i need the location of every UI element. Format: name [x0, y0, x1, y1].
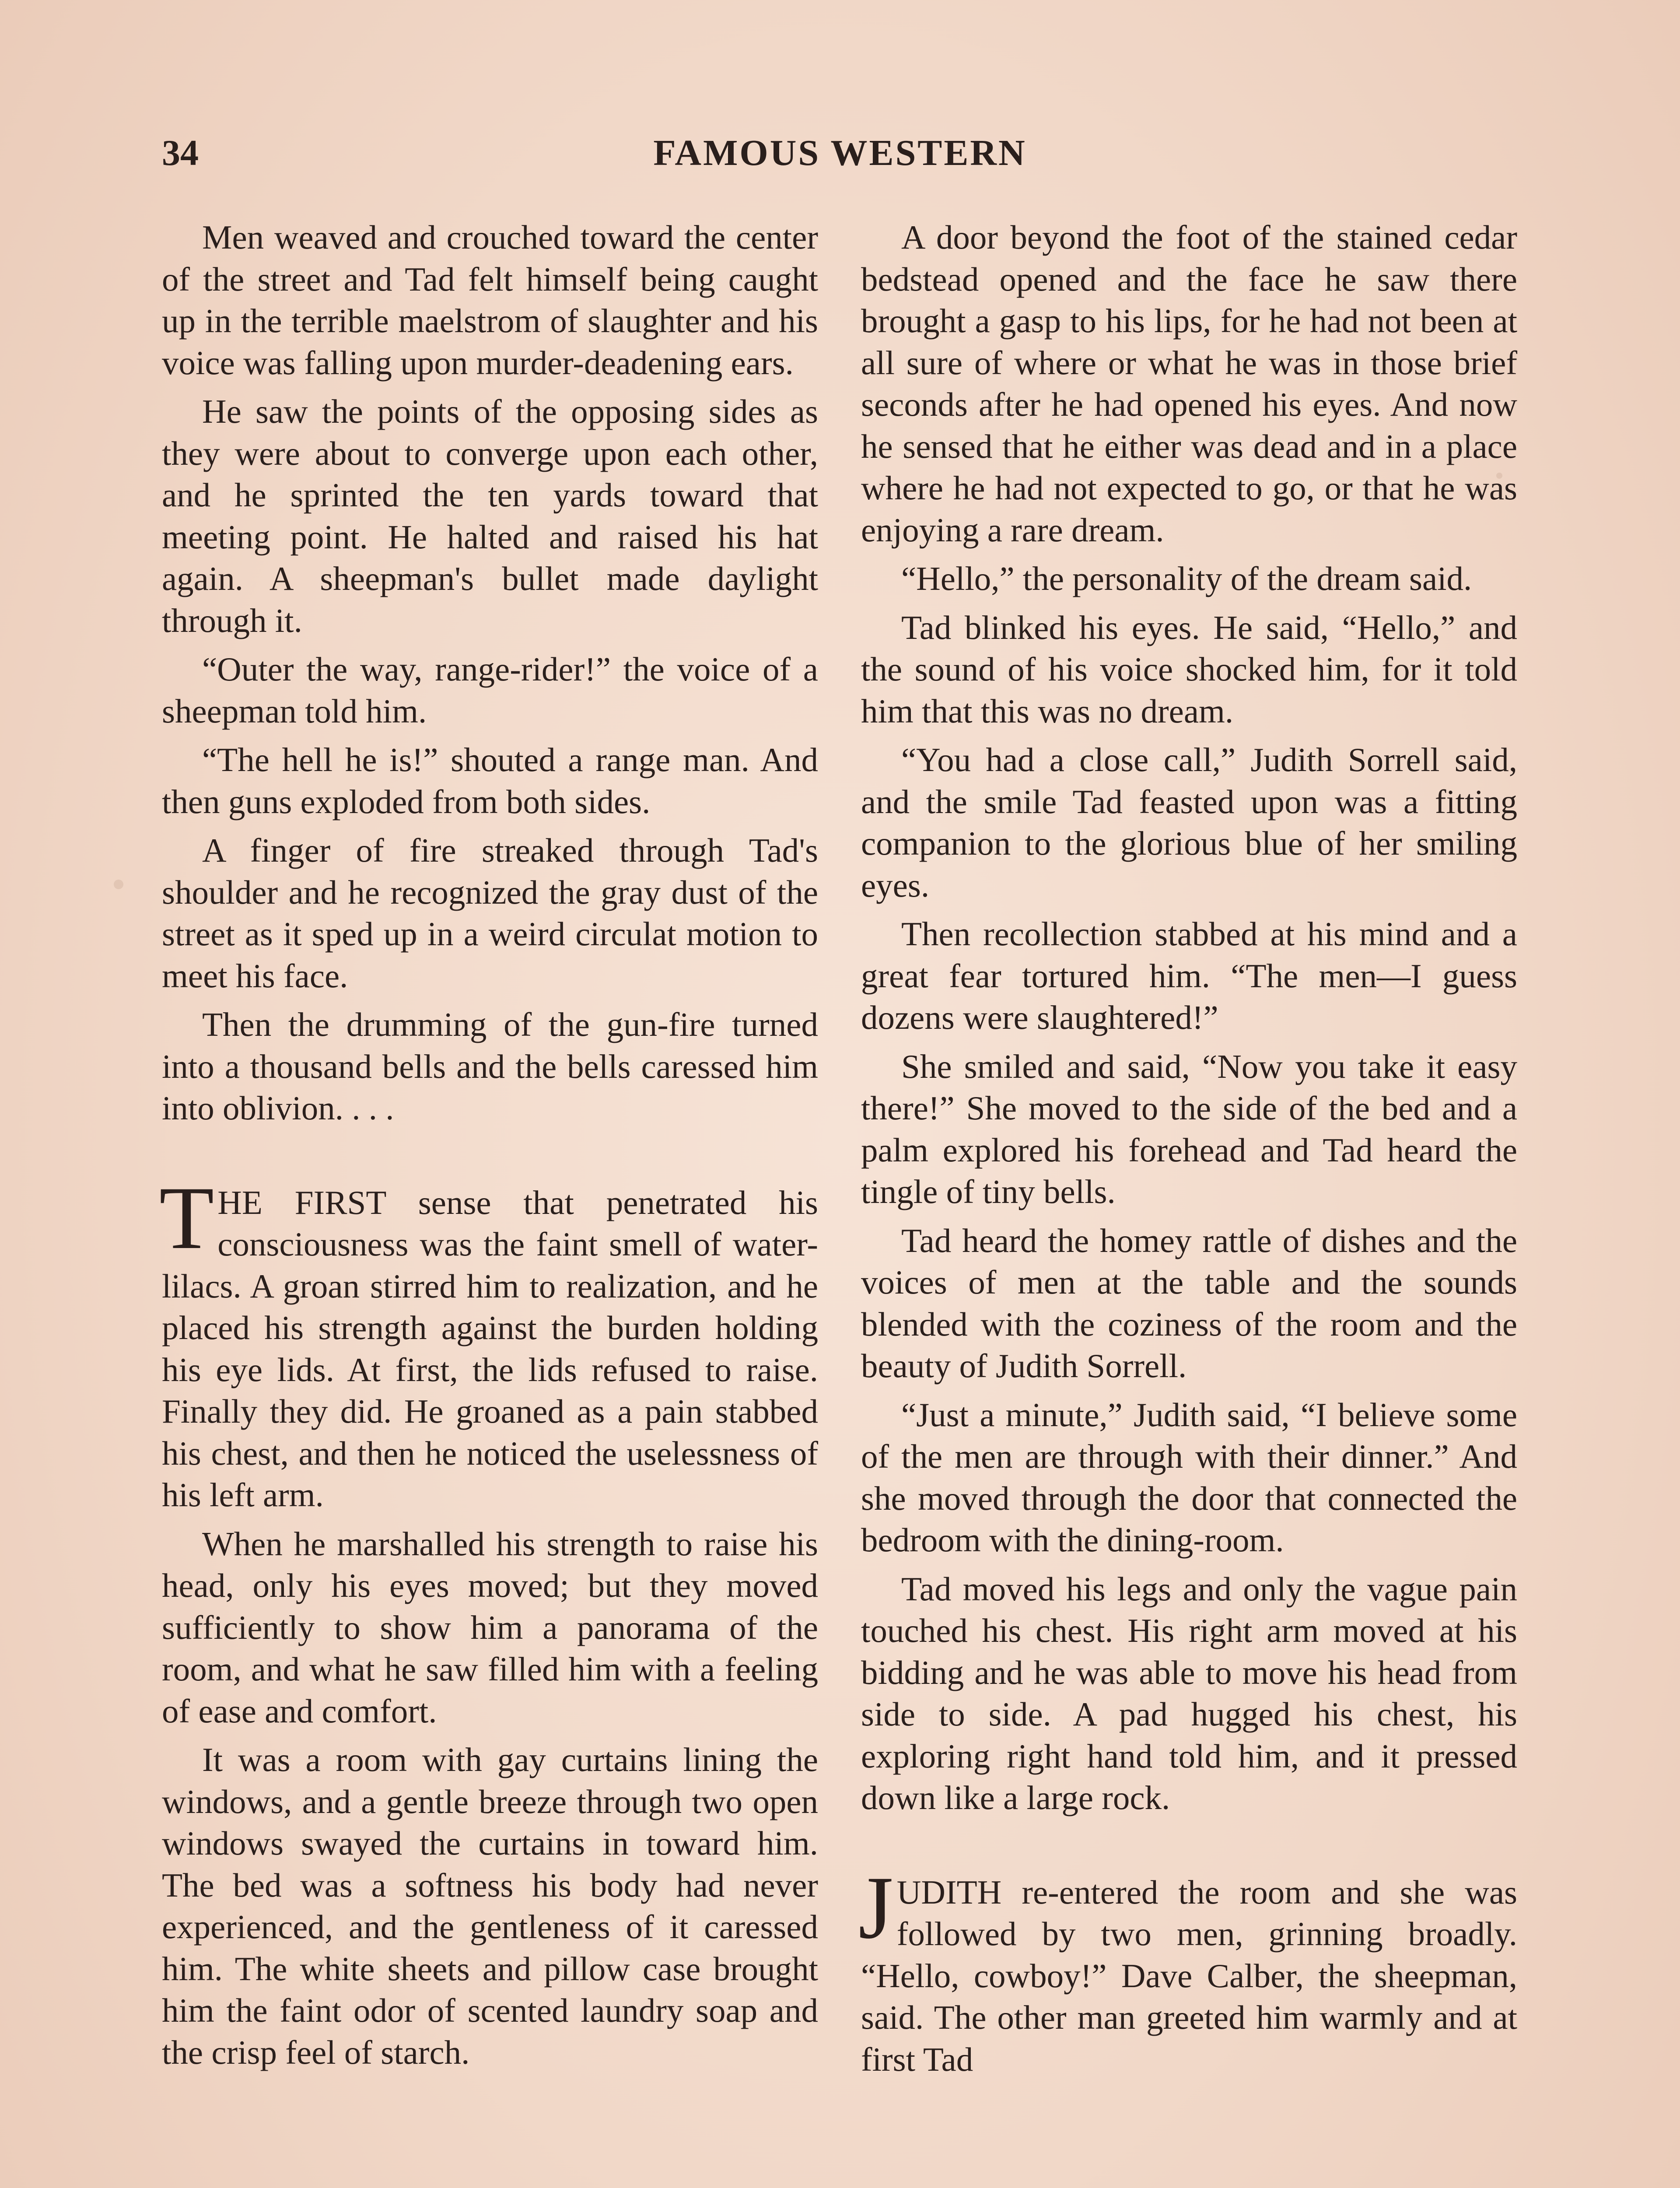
paragraph: Tad moved his legs and only the vague pain touched his chest. His right arm moved at his bidding and he was able to move his head from side to side. A pad hugged his chest, his exploring right hand told him, and it pressed down like a large rock. — [861, 1570, 1517, 1816]
paragraph: He saw the points of the opposing sides as they were about to converge upon each other, and he sprinted the ten yards toward that meeting point. He halted and raised his hat again. A sheepman's bullet made daylight through it. — [162, 393, 818, 639]
paper-stain — [114, 880, 123, 889]
paragraph-text: UDITH re-entered the room and she was followed by two men, grinning broadly. “Hello, cowboy!” Dave Calber, the sheepman, said. The other man greeted him warmly and at first Tad — [861, 1873, 1517, 2078]
paragraph: “Just a minute,” Judith said, “I believe some of the men are through with their dinner.” And she moved through the door that connected the bedroom with the dining-room. — [861, 1396, 1517, 1559]
drop-cap: T — [159, 1168, 214, 1268]
paragraph: A door beyond the foot of the stained cedar bedstead opened and the face he saw there brought a gasp to his lips, for he had not been at all sure of where or what he was in those brief seconds after he had opened his eyes. And now he sensed that he either was dead and in a place where he had not expected to go, or that he was enjoying a rare dream. — [861, 218, 1517, 549]
paragraph: A finger of fire streaked through Tad's shoulder and he recognized the gray dust of the street as it sped up in a weird circulat motion to meet his face. — [162, 831, 818, 995]
paragraph: Tad heard the homey rattle of dishes and the voices of men at the table and the sounds blended with the coziness of the room and the beauty of Judith Sorrell. — [861, 1221, 1517, 1385]
paragraph: It was a room with gay curtains lining the windows, and a gentle breeze through two open windows swayed the curtains in toward him. The bed was a softness his body had never experienced, and the gentleness of it caressed him. The white sheets and pillow case brought him the faint odor of scented laundry soap and the crisp feel of starch. — [162, 1741, 818, 2071]
paragraph: “You had a close call,” Judith Sorrell said, and the smile Tad feasted upon was a fitting companion to the glorious blue of her smiling eyes. — [861, 741, 1517, 904]
paragraph: “Outer the way, range-rider!” the voice of a sheepman told him. — [162, 650, 818, 730]
right-column — [858, 217, 1517, 2087]
section-start-paragraph — [858, 1858, 1517, 2081]
paragraph: “Hello,” the personality of the dream said. — [901, 560, 1472, 597]
left-column — [159, 217, 818, 2080]
paragraph: Men weaved and crouched toward the center of the street and Tad felt himself being caught up in the terrible maelstrom of slaughter and his voice was falling upon murder-deadening ears. — [162, 218, 818, 382]
paragraph: She smiled and said, “Now you take it easy there!” She moved to the side of the bed and a palm explored his forehead and Tad heard the tingle of tiny bells. — [861, 1047, 1517, 1210]
magazine-title: FAMOUS WESTERN — [653, 133, 1027, 173]
section-start-paragraph — [159, 1168, 818, 1516]
paragraph-text: HE FIRST sense that penetrated his consciousness was the faint smell of water-lilacs. A groan stirred him to realization, and he placed his strength against the burden holding his eye lids. At first, the lids refused to raise. Finally they did. He groaned as a pain stabbed his chest, and then he noticed the uselessness of his left arm. — [162, 1183, 818, 1514]
paragraph: Tad blinked his eyes. He said, “Hello,” and the sound of his voice shocked him, for it told him that this was no dream. — [861, 608, 1517, 730]
page-number: 34 — [162, 133, 199, 173]
paragraph: Then the drumming of the gun-fire turned into a thousand bells and the bells caressed him into oblivion. . . . — [162, 1006, 818, 1127]
paragraph: When he marshalled his strength to raise his head, only his eyes moved; but they moved sufficiently to show him a panorama of the room, and what he saw filled him with a feeling of ease and comfort. — [162, 1525, 818, 1730]
paragraph: Then recollection stabbed at his mind and a great fear tortured him. “The men—I guess dozens were slaughtered!” — [861, 915, 1517, 1036]
paragraph: “The hell he is!” shouted a range man. And then guns exploded from both sides. — [162, 741, 818, 820]
drop-cap: J — [858, 1858, 893, 1957]
page-header — [162, 125, 1518, 182]
